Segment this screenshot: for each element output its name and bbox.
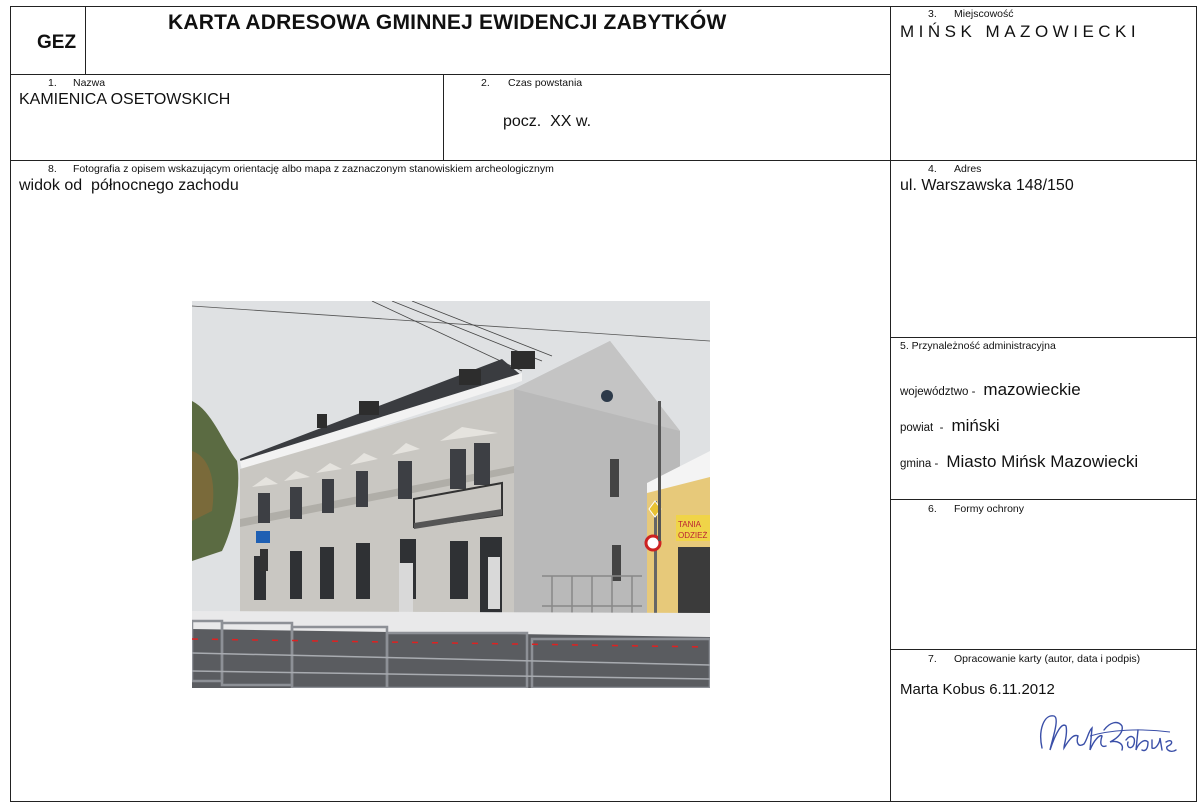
- field2-num: 2.: [481, 77, 490, 89]
- shop-sign-text: TANIA: [678, 520, 701, 529]
- field4-label: Adres: [954, 163, 982, 175]
- field6-label: Formy ochrony: [954, 503, 1025, 515]
- field4-num: 4.: [928, 163, 937, 175]
- field3-num: 3.: [928, 8, 937, 20]
- field1-label: Nazwa: [73, 77, 106, 89]
- border-right: [1196, 6, 1197, 802]
- field2-value: pocz. XX w.: [503, 113, 592, 130]
- field8-label: Fotografia z opisem wskazującym orientację albo mapa z zaznaczonym stanowiskiem archeologicznym: [73, 163, 554, 175]
- field1-num: 1.: [48, 77, 57, 89]
- field5-label: 5. Przynależność administracyjna: [900, 340, 1056, 352]
- field8-num: 8.: [48, 163, 57, 175]
- shop-sign-text-2: ODZIEŻ: [678, 531, 708, 540]
- divider-adres: [890, 337, 1196, 338]
- admin-value: Miasto Mińsk Mazowiecki: [946, 452, 1139, 471]
- field7-value: Marta Kobus 6.11.2012: [900, 681, 1055, 698]
- divider-ochrona: [890, 649, 1196, 650]
- admin-key: powiat -: [900, 422, 944, 434]
- field6-num: 6.: [928, 503, 937, 515]
- admin-key: gmina -: [900, 458, 939, 470]
- gez-code: GEZ: [37, 32, 77, 53]
- field7-label: Opracowanie karty (autor, data i podpis): [954, 653, 1141, 665]
- divider-gez: [85, 6, 86, 74]
- field8-caption: widok od północnego zachodu: [19, 177, 239, 194]
- signature-image: [1030, 700, 1180, 770]
- divider-right-column: [890, 6, 891, 802]
- field7-num: 7.: [928, 653, 937, 665]
- field3-value: MIŃSK MAZOWIECKI: [900, 22, 1141, 41]
- admin-row-wojewodztwo: [900, 380, 1081, 400]
- divider-row-2: [10, 160, 1196, 161]
- border-left: [10, 6, 11, 802]
- admin-row-powiat: [900, 416, 1000, 436]
- field4-value: ul. Warszawska 148/150: [900, 177, 1074, 194]
- page-title: KARTA ADRESOWA GMINNEJ EWIDENCJI ZABYTKÓW: [168, 11, 727, 34]
- building-photo: [192, 301, 710, 688]
- border-top: [10, 6, 1196, 7]
- border-bottom: [10, 801, 1196, 802]
- divider-name-date: [443, 74, 444, 160]
- field1-value: KAMIENICA OSETOWSKICH: [19, 91, 231, 108]
- field2-label: Czas powstania: [508, 77, 583, 89]
- admin-row-gmina: [900, 452, 1138, 472]
- admin-key: województwo -: [900, 386, 976, 398]
- admin-value: miński: [951, 416, 1000, 435]
- divider-row-1: [10, 74, 890, 75]
- admin-value: mazowieckie: [983, 380, 1081, 399]
- divider-admin: [890, 499, 1196, 500]
- field3-label: Miejscowość: [954, 8, 1014, 20]
